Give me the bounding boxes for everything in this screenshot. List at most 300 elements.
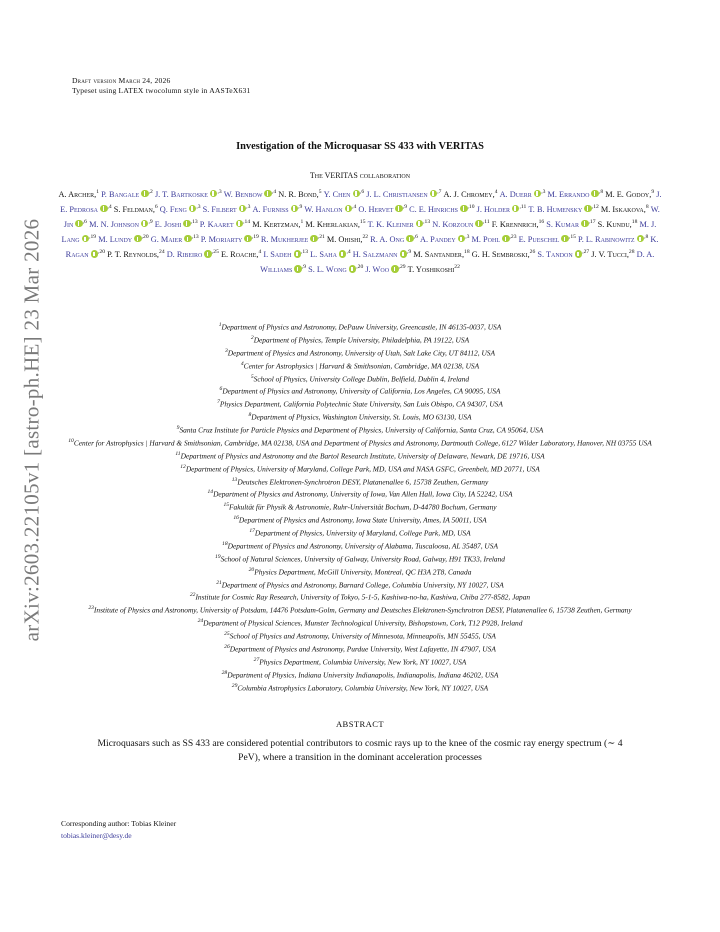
author-affiliation-number: ,17 [588, 219, 596, 226]
author-name[interactable]: E. Pueschel [518, 234, 560, 244]
author[interactable] [261, 235, 325, 244]
orcid-icon[interactable] [210, 190, 218, 198]
author-name: P. T. Reynolds, [107, 250, 160, 260]
author [492, 220, 544, 229]
affiliation-text: Institute of Physics and Astronomy, University of Potsdam, 14476 Potsdam-Golm, Germany and Deutsches Elektronen-Synchrotron DESY, Platanenallee 6, 15738 Zeuthen, Germany [93, 605, 632, 615]
author-affiliation-number: 22 [362, 234, 369, 241]
author-name: S. Kundu, [597, 219, 632, 229]
orcid-icon[interactable] [141, 220, 149, 228]
author[interactable] [89, 220, 153, 229]
author-affiliation-number: ,11 [482, 219, 490, 226]
affiliation [36, 359, 684, 372]
author-name[interactable]: A. Pandey [419, 234, 456, 244]
author-name[interactable]: R. Mukherjee [260, 234, 309, 244]
collaboration-name: The VERITAS collaboration [309, 171, 411, 180]
author-affiliation-number: ,20 [98, 249, 106, 256]
orcid-icon[interactable] [584, 205, 592, 213]
author-name[interactable]: S. L. Wong [308, 265, 347, 275]
author[interactable] [368, 220, 431, 229]
affiliation-number: 18 [222, 540, 228, 547]
author-name: N. R. Bond, [278, 189, 319, 199]
author-name[interactable]: J. L. Christiansen [366, 189, 428, 199]
author [327, 235, 368, 244]
author-affiliation-number: ,23 [509, 234, 517, 241]
author-affiliation-number: ,9 [298, 204, 303, 211]
author-name[interactable]: G. Maier [150, 234, 183, 244]
author-name: M. E. Godoy, [605, 189, 652, 199]
affiliation-number: 8 [248, 412, 252, 419]
affiliation [36, 487, 684, 500]
author-affiliation-number: ,13 [191, 234, 199, 241]
affiliation-number: 14 [207, 489, 214, 496]
affiliation-text: Department of Physics and Astronomy and the Bartol Research Institute, University of Delaware, Newark, DE 19716, USA [180, 451, 545, 461]
author-affiliation-number: ,27 [582, 249, 590, 256]
author[interactable] [151, 235, 199, 244]
orcid-icon[interactable] [395, 205, 403, 213]
author-name: M. Ohishi, [326, 234, 363, 244]
affiliation-number: 23 [88, 605, 94, 612]
orcid-icon[interactable] [339, 250, 347, 258]
author-affiliation-number: ,20 [356, 264, 364, 271]
affiliation-number: 21 [216, 579, 222, 586]
affiliation [36, 397, 684, 410]
author[interactable] [370, 235, 418, 244]
author-name: M. Iskakova, [600, 204, 646, 214]
author-affiliation-number: 1 [96, 189, 100, 195]
abstract-text: Microquasars such as SS 433 are considered potential contributors to cosmic rays up to the knee of the cosmic ray energy spectrum (∼ 4 PeV), where a transition in the dominant acceleration processes [97, 738, 623, 763]
author [413, 250, 469, 259]
author[interactable] [203, 205, 251, 214]
author-affiliation-number: ,4 [352, 204, 357, 211]
affiliation-text: Department of Physics and Astronomy, University of Utah, Salt Lake City, UT 84112, USA [227, 348, 495, 358]
author [58, 190, 99, 199]
author[interactable] [432, 220, 489, 229]
author-name: M. Santander, [413, 250, 465, 260]
author-name: S. Feldman, [113, 204, 155, 214]
affiliation-text: Department of Physics, Indiana University Indianapolis, Indianapolis, Indiana 46202, USA [227, 670, 499, 680]
affiliation-number: 12 [180, 463, 186, 470]
author-name[interactable]: T. B. Humensky [528, 204, 583, 214]
author[interactable] [537, 250, 589, 259]
author-affiliation-number: ,13 [190, 219, 198, 226]
abstract-heading: ABSTRACT [335, 719, 385, 729]
affiliation-number: 9 [176, 425, 180, 431]
author [605, 190, 654, 199]
author[interactable] [155, 190, 222, 199]
author-name[interactable]: E. Joshi [154, 219, 182, 229]
author-affiliation-number: ,11 [519, 204, 527, 211]
orcid-icon[interactable] [349, 265, 357, 273]
orcid-icon[interactable] [82, 235, 90, 243]
orcid-icon[interactable] [310, 235, 318, 243]
orcid-icon[interactable] [244, 235, 252, 243]
author-name[interactable]: M. J. Lang [61, 219, 657, 244]
author-affiliation-number: 4 [494, 189, 498, 195]
orcid-icon[interactable] [345, 205, 353, 213]
author-affiliation-number: ,14 [243, 219, 251, 226]
affiliation [36, 603, 684, 616]
author-list [56, 186, 664, 276]
affiliation [36, 346, 684, 359]
author-affiliation-number: ,13 [301, 249, 309, 256]
preprint-header [72, 76, 251, 95]
author[interactable] [409, 205, 474, 214]
orcid-icon[interactable] [534, 190, 542, 198]
affiliation [36, 616, 684, 629]
author[interactable] [101, 190, 153, 199]
affiliation [36, 655, 684, 668]
author[interactable] [304, 205, 356, 214]
orcid-icon[interactable] [294, 265, 302, 273]
affiliation-number: 17 [249, 528, 255, 534]
orcid-icon[interactable] [581, 220, 589, 228]
author-name[interactable]: I. Sadeh [263, 250, 292, 260]
affiliation-number: 24 [197, 618, 204, 625]
affiliation-text: Santa Cruz Institute for Particle Physics and Department of Physics, University of California, Santa Cruz, CA 95064, USA [179, 425, 544, 435]
author[interactable] [547, 190, 603, 199]
affiliation-text: Columbia Astrophysics Laboratory, Columbia University, New York, NY 10027, USA [237, 682, 489, 692]
author-affiliation-number: ,3 [196, 204, 201, 211]
orcid-icon[interactable] [183, 220, 191, 228]
author-name[interactable]: A. Furniss [252, 204, 289, 214]
author-affiliation-number: 18 [631, 219, 638, 226]
affiliation-text: Physics Department, Columbia University, New York, NY 10027, USA [259, 657, 467, 667]
affiliation-text: Physics Department, California Polytechnic State University, San Luis Obispo, CA 94307, USA [219, 399, 503, 409]
author-name[interactable]: S. Tandon [537, 250, 573, 260]
author [598, 220, 638, 229]
affiliation [36, 565, 684, 578]
author-affiliation-number: ,6 [82, 219, 87, 226]
affiliation-number: 4 [240, 360, 244, 367]
affiliation-number: 2 [250, 334, 254, 341]
author-affiliation-number: ,4 [271, 189, 277, 195]
orcid-icon[interactable] [91, 250, 99, 258]
affiliation [36, 578, 684, 591]
affiliation-number: 5 [250, 373, 254, 380]
author-affiliation-number: ,12 [591, 204, 599, 211]
author-name[interactable]: M. Pohl [471, 234, 500, 244]
orcid-icon[interactable] [637, 235, 645, 243]
orcid-icon[interactable] [236, 220, 244, 228]
affiliation-number: 6 [219, 386, 223, 393]
author-name[interactable]: Y. Chen [323, 189, 351, 199]
author[interactable] [324, 190, 365, 199]
author-affiliation-number: 26 [529, 249, 536, 256]
author-affiliation-number: ,3 [246, 204, 251, 211]
orcid-icon[interactable] [353, 190, 361, 198]
author[interactable] [200, 220, 250, 229]
orcid-icon[interactable] [475, 220, 483, 228]
affiliation [36, 333, 684, 346]
author-name[interactable]: T. K. Kleiner [367, 219, 414, 229]
author-name[interactable]: P. Moriarty [200, 234, 243, 244]
author-affiliation-number: ,3 [465, 234, 470, 241]
affiliation-number: 15 [223, 502, 230, 509]
author-name[interactable]: R. A. Ong [370, 234, 405, 244]
author[interactable] [500, 190, 546, 199]
orcid-icon[interactable] [291, 205, 299, 213]
author-affiliation-number: ,9 [148, 219, 153, 226]
author-affiliation-number: ,2 [148, 189, 153, 195]
author [252, 220, 303, 229]
author[interactable] [528, 205, 598, 214]
author[interactable] [420, 235, 469, 244]
corresponding-author-label: Corresponding author: Tobias Kleiner [61, 819, 177, 828]
affiliation-number: 22 [189, 592, 196, 599]
author-name: T. Yoshikoshi [407, 265, 455, 275]
affiliation-number: 26 [224, 643, 230, 650]
corresponding-email-link[interactable]: tobias.kleiner@desy.de [61, 830, 132, 840]
affiliation-text: School of Natural Sciences, University of Galway, University Road, Galway, H91 TK33, Ireland [220, 554, 506, 564]
affiliation-text: Center for Astrophysics | Harvard & Smithsonian, Cambridge, MA 02138, USA and Department of Physics and Astronomy, Dartmouth College, 6127 Wilder Laboratory, Hanover, NH 03755 USA [73, 438, 652, 448]
affiliation-number: 19 [214, 553, 221, 560]
author [278, 190, 321, 199]
author-affiliation-number: 28 [628, 249, 635, 256]
affiliation-text: Department of Physics, University of Maryland, College Park, MD, USA [254, 528, 471, 538]
orcid-icon[interactable] [189, 205, 197, 213]
affiliation [36, 668, 684, 681]
affiliation-number: 28 [221, 669, 228, 676]
affiliation-number: 27 [253, 656, 260, 663]
affiliation-text: Center for Astrophysics | Harvard & Smithsonian, Cambridge, MA 02138, USA [243, 361, 480, 371]
author-affiliation-number: 5 [318, 189, 322, 195]
affiliation-text: Deutsches Elektronen-Synchrotron DESY, Platanenallee 6, 15738 Zeuthen, Germany [237, 476, 489, 486]
author-name[interactable]: J. Holder [476, 204, 510, 214]
author-name[interactable]: Q. Feng [159, 204, 187, 214]
author-affiliation-number: ,25 [211, 249, 219, 256]
affiliation [36, 526, 684, 539]
corresponding-author [61, 818, 176, 841]
author[interactable] [472, 235, 517, 244]
orcid-icon[interactable] [100, 205, 108, 213]
author-name: J. V. Tucci, [591, 250, 629, 260]
author-name[interactable]: S. Filbert [202, 204, 237, 214]
orcid-icon[interactable] [294, 250, 302, 258]
affiliation-number: 11 [175, 450, 181, 457]
author-name[interactable]: H. Salzmann [352, 250, 398, 260]
author-name[interactable]: S. Kumar [546, 219, 580, 229]
author [107, 250, 165, 259]
orcid-icon[interactable] [204, 250, 212, 258]
orcid-icon[interactable] [460, 205, 468, 213]
author-affiliation-number: ,3 [217, 189, 222, 195]
draft-version: Draft version March 24, 2026 [72, 76, 171, 85]
affiliation-text: Institute for Cosmic Ray Research, University of Tokyo, 5-1-5, Kashiwa-no-ha, Kashiwa, Chiba 277-8582, Japan [195, 592, 531, 602]
author-affiliation-number: ,29 [398, 264, 406, 271]
author-affiliation-number: ,7 [437, 189, 442, 195]
author-name[interactable]: W. Hanlon [304, 204, 343, 214]
author[interactable] [519, 235, 576, 244]
author-name[interactable]: W. Jin [63, 204, 660, 229]
author[interactable] [546, 220, 595, 229]
affiliation-number: 25 [224, 631, 230, 637]
affiliation-text: Department of Physics and Astronomy, Iowa State University, Ames, IA 50011, USA [238, 515, 487, 525]
affiliation [36, 539, 684, 552]
orcid-icon[interactable] [75, 220, 83, 228]
orcid-icon[interactable] [406, 235, 414, 243]
author-name[interactable]: P. Bangale [101, 189, 140, 199]
affiliation [36, 681, 684, 694]
orcid-icon[interactable] [430, 190, 438, 198]
orcid-icon[interactable] [141, 190, 149, 198]
affiliation [36, 500, 684, 513]
author-affiliation-number: ,9 [402, 204, 408, 211]
author-affiliation-number: 6 [154, 204, 158, 211]
author[interactable] [308, 265, 363, 274]
author-name: A. J. Chromey, [443, 189, 495, 199]
author[interactable] [167, 250, 219, 259]
affiliation-list [36, 320, 684, 693]
author[interactable] [366, 190, 441, 199]
author-name[interactable]: O. Hervet [358, 204, 394, 214]
orcid-icon[interactable] [502, 235, 510, 243]
affiliation-text: Department of Physics and Astronomy, University of Iowa, Van Allen Hall, Iowa City, IA 52242, USA [213, 489, 513, 499]
orcid-icon[interactable] [458, 235, 466, 243]
affiliation [36, 372, 684, 385]
author [114, 205, 158, 214]
affiliation-number: 3 [224, 347, 228, 354]
author-affiliation-number: 8 [645, 204, 649, 211]
affiliation [36, 552, 684, 565]
author[interactable] [358, 205, 407, 214]
orcid-icon[interactable] [239, 205, 247, 213]
author-affiliation-number: ,3 [541, 189, 546, 195]
author[interactable] [224, 190, 276, 199]
author-name: G. H. Sembroski, [471, 250, 530, 260]
author-name[interactable]: M. Errando [547, 189, 590, 199]
affiliation-text: Department of Physics, University of Maryland, College Park, MD, USA and NASA GSFC, Greenbelt, MD 20771, USA [185, 464, 540, 474]
author[interactable] [310, 250, 351, 259]
author-affiliation-number: 4 [258, 249, 262, 256]
author[interactable] [578, 235, 648, 244]
author[interactable] [252, 205, 302, 214]
author-affiliation-number: 22 [454, 264, 460, 271]
typeset-note: Typeset using LATEX twocolumn style in AASTeX631 [72, 85, 251, 95]
author-name[interactable]: W. Benbow [223, 189, 263, 199]
affiliation-number: 13 [231, 476, 238, 483]
author [601, 205, 649, 214]
affiliation [36, 384, 684, 397]
author-name[interactable]: J. Woo [365, 265, 390, 275]
author [591, 250, 634, 259]
author-name[interactable]: J. E. Pedrosa [60, 189, 662, 214]
orcid-icon[interactable] [512, 205, 520, 213]
affiliation-text: Department of Physics and Astronomy, University of Alabama, Tuscaloosa, AL 35487, USA [227, 541, 498, 551]
orcid-icon[interactable] [264, 190, 272, 198]
affiliation [36, 410, 684, 423]
author-affiliation-number: 9 [651, 189, 655, 195]
author-affiliation-number: ,4 [107, 204, 112, 211]
affiliation-text: Department of Physical Sciences, Munster Technological University, Bishopstown, Cork, T12 P928, Ireland [203, 618, 523, 628]
orcid-icon[interactable] [134, 235, 142, 243]
author-affiliation-number: ,8 [644, 234, 649, 241]
affiliation-text: Department of Physics and Astronomy, Purdue University, West Lafayette, IN 47907, USA [229, 644, 496, 654]
author[interactable] [365, 265, 405, 274]
affiliation-text: Department of Physics and Astronomy, DePauw University, Greencastle, IN 46135-0037, USA [221, 322, 502, 332]
author [444, 190, 498, 199]
affiliation [36, 423, 684, 436]
author-name: F. Krennrich, [491, 219, 539, 229]
affiliation [36, 320, 684, 333]
affiliation-number: 16 [233, 515, 239, 522]
author[interactable] [263, 250, 308, 259]
author-name[interactable]: C. E. Hinrichs [409, 204, 459, 214]
affiliation-text: Physics Department, McGill University, Montreal, QC H3A 2T8, Canada [254, 567, 472, 577]
author [305, 220, 365, 229]
orcid-icon[interactable] [416, 220, 424, 228]
affiliation-text: Department of Physics and Astronomy, Barnard College, Columbia University, NY 10027, USA [221, 579, 504, 589]
affiliation-number: 29 [231, 682, 238, 689]
author-affiliation-number: ,6 [360, 189, 365, 195]
author-affiliation-number: ,9 [301, 264, 306, 271]
author [221, 250, 261, 259]
author[interactable] [160, 205, 201, 214]
author-name[interactable]: A. Duerr [499, 189, 532, 199]
affiliation-text: School of Physics and Astronomy, University of Minnesota, Minneapolis, MN 55455, USA [229, 631, 496, 641]
affiliation-number: 1 [218, 322, 222, 328]
author-name: M. Kherlakian, [305, 219, 360, 229]
author-name: M. Kertzman, [252, 219, 301, 229]
affiliation-number: 20 [248, 566, 255, 573]
author-name: E. Roache, [220, 250, 259, 260]
orcid-icon[interactable] [575, 250, 583, 258]
author-affiliation-number: ,10 [467, 204, 475, 211]
author-name[interactable]: M. Lundy [98, 234, 133, 244]
affiliation-text: Department of Physics, Washington University, St. Louis, MO 63130, USA [251, 412, 472, 422]
orcid-icon[interactable] [184, 235, 192, 243]
author-affiliation-number: 18 [464, 249, 470, 256]
orcid-icon[interactable] [391, 265, 399, 273]
author-affiliation-number: ,21 [317, 234, 325, 241]
author-name[interactable]: K. Ragan [65, 234, 659, 260]
orcid-icon[interactable] [591, 190, 599, 198]
orcid-icon[interactable] [561, 235, 569, 243]
affiliation-text: Fakultät für Physik & Astronomie, Ruhr-Universität Bochum, D-44780 Bochum, Germany [229, 502, 497, 512]
author-affiliation-number: ,15 [568, 234, 576, 241]
affiliation-text: Department of Physics and Astronomy, University of California, Los Angeles, CA 90095, USA [222, 386, 501, 396]
author-affiliation-number: ,19 [251, 234, 259, 241]
affiliation [36, 475, 684, 488]
author-name[interactable]: P. L. Rabinowitz [578, 234, 635, 244]
author-name[interactable]: N. Korzoun [432, 219, 474, 229]
author-affiliation-number: ,20 [141, 234, 149, 241]
author[interactable] [201, 235, 259, 244]
affiliation [36, 436, 684, 449]
author[interactable] [155, 220, 198, 229]
author-affiliation-number: 16 [538, 219, 545, 226]
affiliation-text: School of Physics, University College Dublin, Belfield, Dublin 4, Ireland [253, 373, 470, 383]
author-name[interactable]: P. Kaaret [199, 219, 234, 229]
affiliation [36, 590, 684, 603]
orcid-icon[interactable] [400, 250, 408, 258]
affiliation-number: 7 [217, 399, 220, 406]
affiliation-text: Department of Physics, Temple University, Philadelphia, PA 19122, USA [253, 335, 470, 345]
author-name[interactable]: J. T. Bartkoske [154, 189, 208, 199]
author-name[interactable]: D. A. Williams [260, 250, 655, 275]
author-name[interactable]: M. N. Johnson [89, 219, 139, 229]
author-name[interactable]: D. Ribeiro [166, 250, 203, 260]
author[interactable] [353, 250, 411, 259]
author [408, 265, 460, 274]
affiliation [36, 462, 684, 475]
author-affiliation-number: ,13 [423, 219, 431, 226]
author-name[interactable]: L. Saha [310, 250, 337, 260]
author-affiliation-number: 1 [300, 219, 304, 226]
affiliation [36, 449, 684, 462]
author[interactable] [98, 235, 148, 244]
author-affiliation-number: ,6 [413, 234, 418, 241]
author[interactable] [477, 205, 527, 214]
